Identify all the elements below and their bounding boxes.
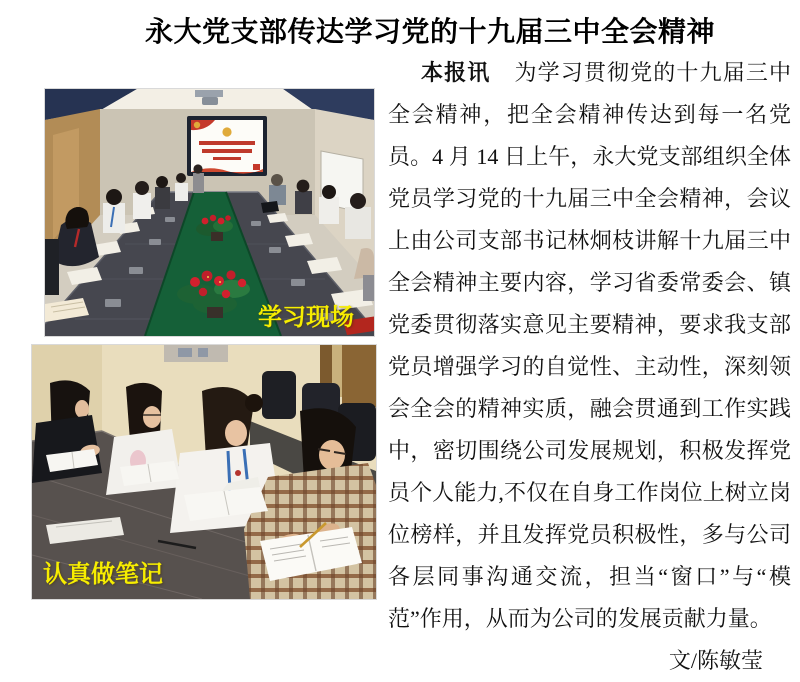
photo-taking-notes xyxy=(31,344,377,600)
photo-study-session xyxy=(44,88,375,337)
article-paragraph xyxy=(388,52,791,640)
meeting-room-image xyxy=(45,89,374,336)
page-title: 永大党支部传达学习党的十九届三中全会精神 xyxy=(144,17,715,48)
article-body-text: 为学习贯彻党的十九届三中全会精神，把全会精神传达到每一名党员。4 月 14 日上午，永大党支部组织全体党员学习党的十九届三中全会精神，会议上由公司支部书记林炯枝讲解十九届三中全会精神主要内容，学习省委常委会、镇党委贯彻落实意见主要精神，要求我支部党员增强学习的自觉性、主动性，深刻领会全会的精神实质，融会贯通到工作实践中，密切围绕公司发展规划，积极发挥党员个人能力,不仅在自身工作岗位上树立岗位榜样，并且发挥党员积极性，多与公司各层同事沟通交流，担当“窗口”与“模范”作用，从而为公司的发展贡献力量。 xyxy=(388,60,791,631)
photo-caption-taking-notes: 认真做笔记 xyxy=(43,561,163,588)
wall-fixture xyxy=(164,345,228,362)
article-byline: 文/陈敏莹 xyxy=(668,648,763,673)
photo-caption-study-session: 学习现场 xyxy=(258,304,354,331)
lead-label: 本报讯 xyxy=(421,60,491,85)
article-text-column xyxy=(388,52,791,682)
